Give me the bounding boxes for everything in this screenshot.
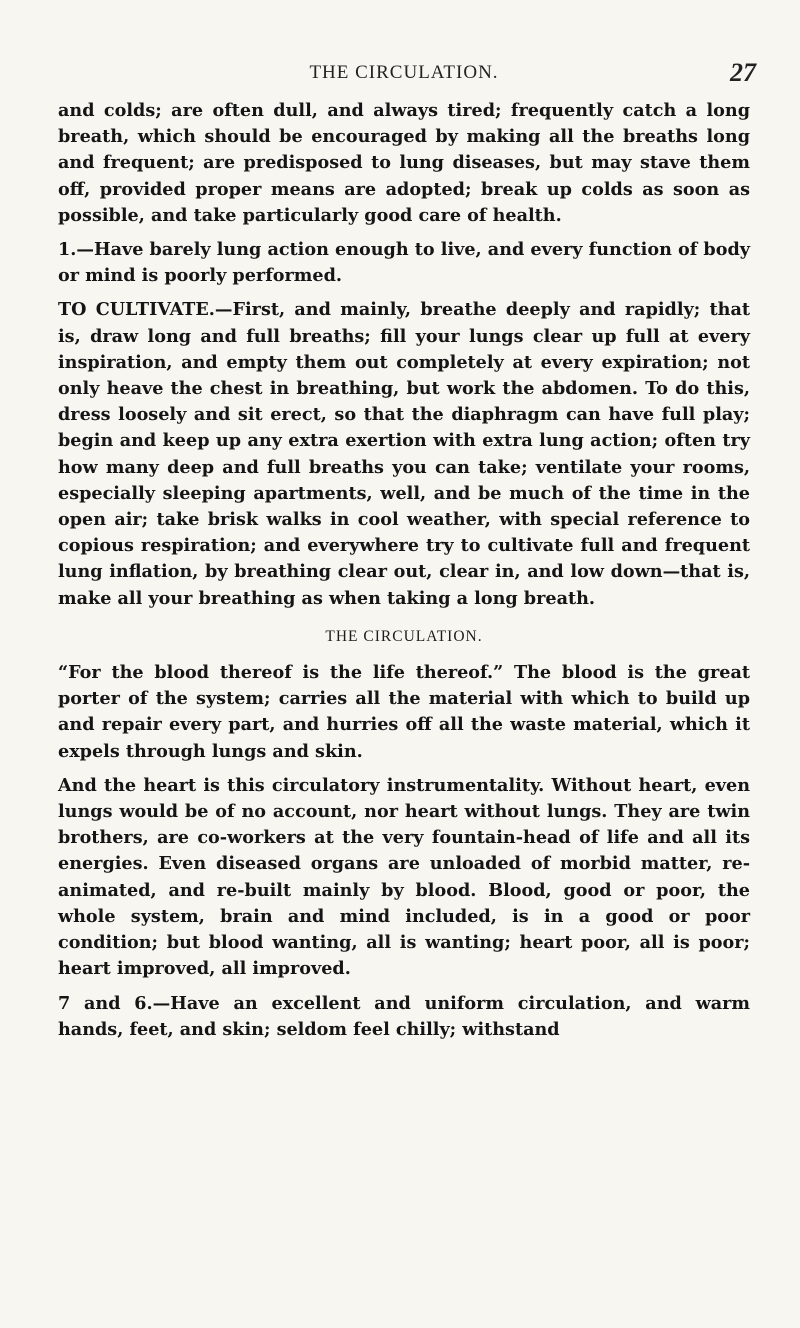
page-number: 27 (730, 58, 756, 87)
paragraph-excellent-circulation: 7 and 6.—Have an excellent and uniform circulation, and warm hands, feet, and skin; seldom feel chilly; withstand (58, 992, 750, 1040)
paragraph-to-cultivate: TO CULTIVATE.—First, and mainly, breathe deeply and rapidly; that is, draw long and full breaths; fill your lungs clear up full at every inspiration, and empty them out completely at every expiration; not only heave the chest in breathing, but work the abdomen. To do this, dress loosely and sit erect, so that the diaphragm can have full play; begin and keep up any extra exertion with extra lung action; often try how many deep and full breaths you can take; ventilate your rooms, especially sleeping apartments, well, and be much of the time in the open air; take brisk walks in cool weather, with special reference to copious respiration; and everywhere try to cultivate full and frequent lung inflation, by breathing clear out, clear in, and low down—that is, make all your breathing as when taking a long breath. (58, 299, 750, 609)
running-title: THE CIRCULATION. (309, 62, 499, 83)
running-head (58, 58, 756, 98)
paragraph-barely-lung-action: 1.—Have barely lung action enough to live, and every function of body or mind is poorly performed. (58, 239, 750, 287)
book-page (58, 58, 756, 1051)
paragraph-colds: and colds; are often dull, and always tired; frequently catch a long breath, which should be encouraged by making all the breaths long and frequent; are predisposed to lung diseases, but may stave them off, provided proper means are adopted; break up colds as soon as possible, and take particularly good care of health. (58, 100, 750, 226)
body-text (58, 98, 750, 1043)
paragraph-blood-life: “For the blood thereof is the life thereof.” The blood is the great porter of the system; carries all the material with which to build up and repair every part, and hurries off all the waste material, which it expels through lungs and skin. (58, 662, 750, 762)
paragraph-heart: And the heart is this circulatory instrumentality. Without heart, even lungs would be of no account, nor heart without lungs. They are twin brothers, are co-workers at the very fountain-head of life and all its energies. Even diseased organs are unloaded of morbid matter, re-animated, and re-built mainly by blood. Blood, good or poor, the whole system, brain and mind included, is in a good or poor condition; but blood wanting, all is wanting; heart poor, all is poor; heart improved, all improved. (58, 774, 750, 980)
section-heading: THE CIRCULATION. (325, 627, 483, 645)
